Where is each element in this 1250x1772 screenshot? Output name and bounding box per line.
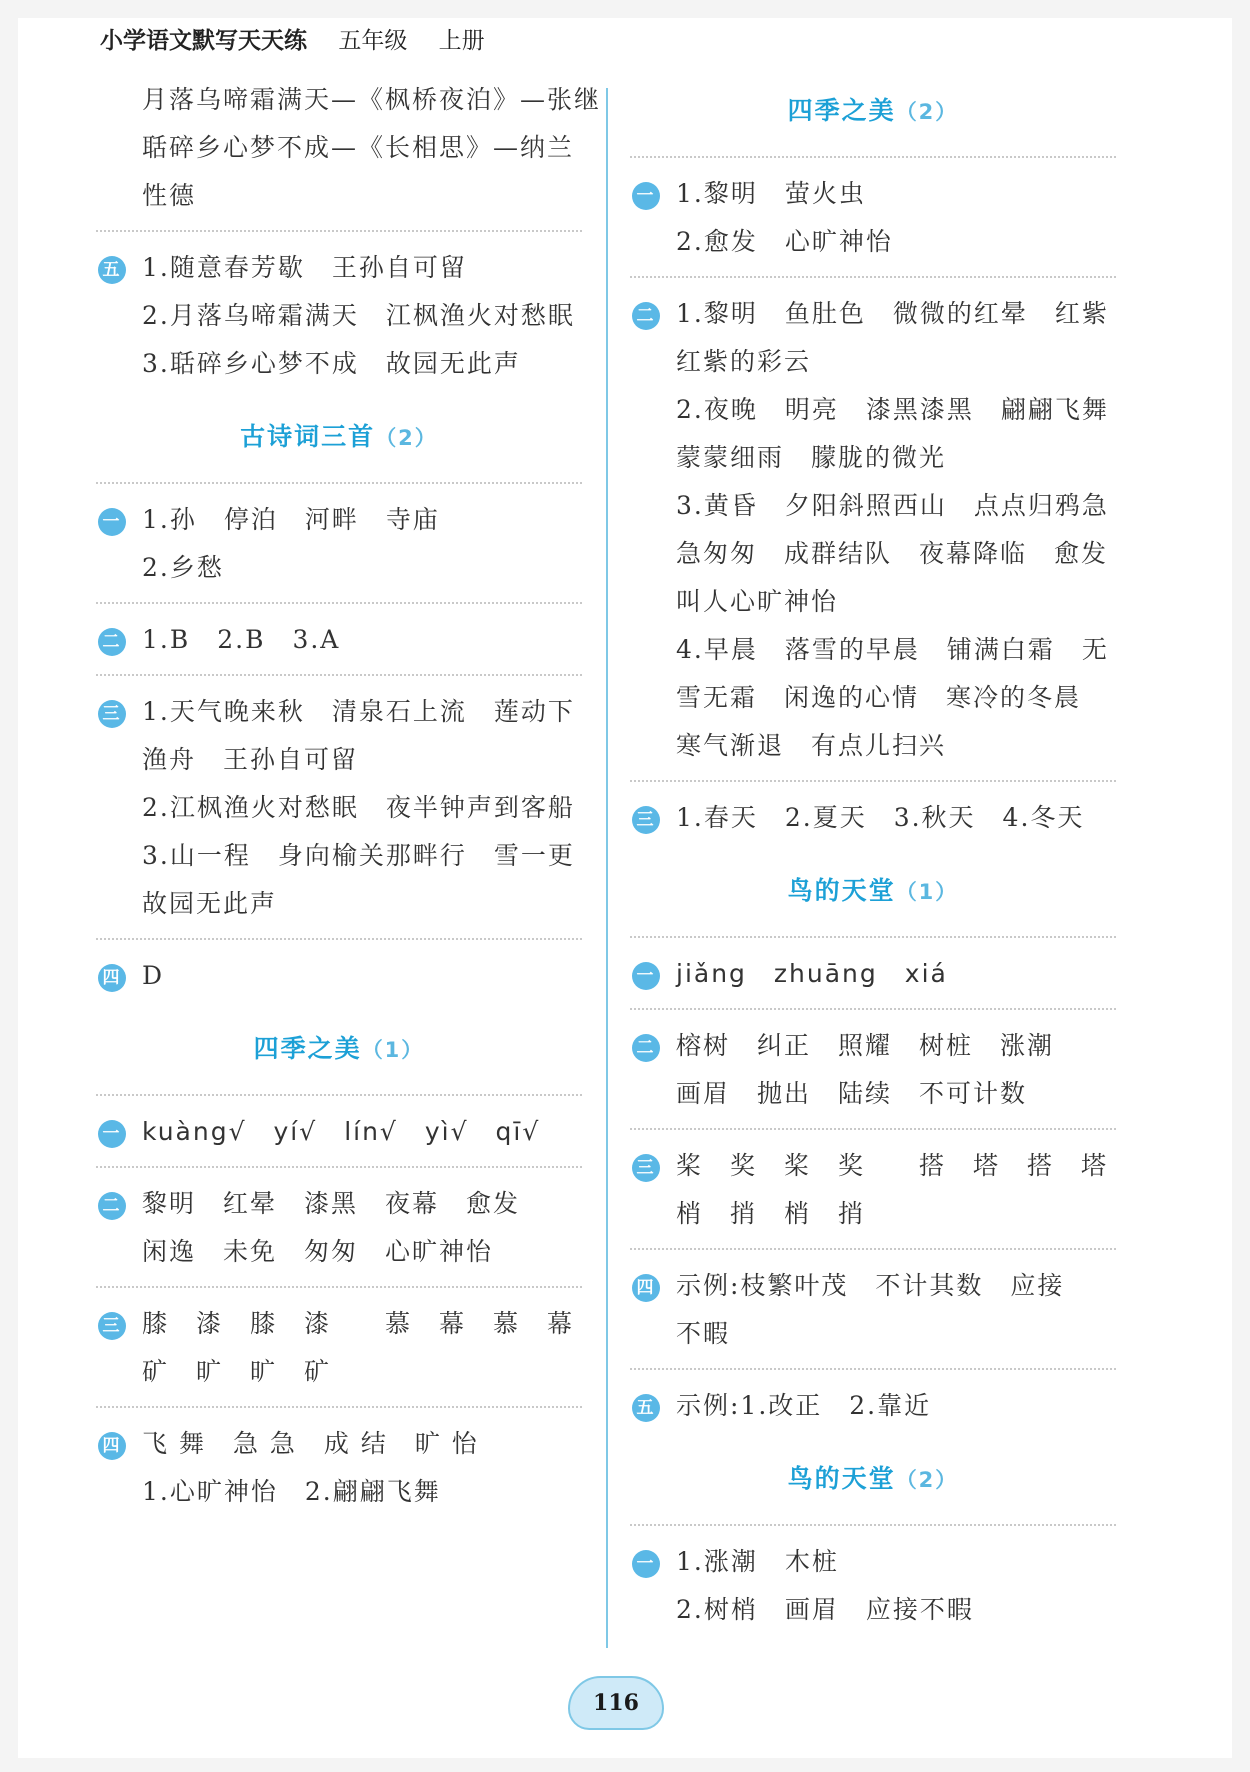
answer-line: 矿 旷 旷 矿: [142, 1357, 332, 1386]
left-column: [96, 76, 602, 1516]
answer-line: kuàng√ yí√ lín√ yì√ qī√: [142, 1117, 541, 1146]
answer-line: 1.心旷神怡 2.翩翩飞舞: [142, 1477, 441, 1506]
question-marker-icon: 二: [98, 628, 126, 656]
question-marker-icon: 三: [632, 1154, 660, 1182]
answer-line: 3.聒碎乡心梦不成 故园无此声: [142, 349, 521, 378]
answer-line: 聒碎乡心梦不成—《长相思》—纳兰: [142, 133, 575, 162]
answer-line: 1.天气晚来秋 清泉石上流 莲动下: [142, 697, 575, 726]
question-marker-icon: 三: [632, 806, 660, 834]
section-title: 四季之美（2）: [787, 96, 959, 125]
question-marker-icon: 一: [98, 1120, 126, 1148]
section-title: 鸟的天堂（2）: [787, 1464, 959, 1493]
dotted-separator: [630, 156, 1116, 158]
volume-label: 上册: [438, 28, 485, 54]
page-header: [100, 22, 485, 55]
answer-line: 示例:1.改正 2.靠近: [676, 1391, 932, 1420]
answer-line: 2.月落乌啼霜满天 江枫渔火对愁眠: [142, 301, 575, 330]
question-marker-icon: 二: [98, 1192, 126, 1220]
answer-line: 3.黄昏 夕阳斜照西山 点点归鸦急: [676, 491, 1109, 520]
answer-line: 3.山一程 身向榆关那畔行 雪一更: [142, 841, 575, 870]
book-title: 小学语文默写天天练: [100, 28, 307, 54]
question-marker-icon: 三: [98, 1312, 126, 1340]
column-divider: [606, 88, 608, 1648]
answer-line: 闲逸 未免 匆匆 心旷神怡: [142, 1237, 494, 1266]
dotted-separator: [630, 1368, 1116, 1370]
dotted-separator: [96, 1406, 582, 1408]
dotted-separator: [630, 1128, 1116, 1130]
right-column: [630, 76, 1116, 1634]
answer-line: 飞 舞 急 急 成 结 旷 怡: [142, 1429, 479, 1458]
answer-line: 1.涨潮 木桩: [676, 1547, 839, 1576]
answer-line: 2.乡愁: [142, 553, 224, 582]
answer-line: 4.早晨 落雪的早晨 铺满白霜 无: [676, 635, 1109, 664]
question-marker-icon: 四: [98, 1432, 126, 1460]
question-marker-icon: 二: [632, 1034, 660, 1062]
question-marker-icon: 五: [632, 1394, 660, 1422]
answer-line: 故园无此声: [142, 889, 278, 918]
answer-line: 榕树 纠正 照耀 树桩 涨潮: [676, 1031, 1055, 1060]
dotted-separator: [96, 674, 582, 676]
answer-line: 1.黎明 鱼肚色 微微的红晕 红紫: [676, 299, 1109, 328]
answer-line: 蒙蒙细雨 朦胧的微光: [676, 443, 947, 472]
page-number-badge: 116: [568, 1676, 664, 1730]
section-title: 鸟的天堂（1）: [787, 876, 959, 905]
answer-line: 急匆匆 成群结队 夜幕降临 愈发: [676, 539, 1109, 568]
question-marker-icon: 一: [632, 962, 660, 990]
question-marker-icon: 四: [98, 964, 126, 992]
answer-line: 1.B 2.B 3.A: [142, 625, 341, 654]
answer-line: 示例:枝繁叶茂 不计其数 应接: [676, 1271, 1065, 1300]
answer-line: 红紫的彩云: [676, 347, 812, 376]
answer-line: 1.春天 2.夏天 3.秋天 4.冬天: [676, 803, 1085, 832]
answer-line: 1.孙 停泊 河畔 寺庙: [142, 505, 440, 534]
dotted-separator: [630, 936, 1116, 938]
answer-line: 2.夜晚 明亮 漆黑漆黑 翩翩飞舞: [676, 395, 1109, 424]
question-marker-icon: 三: [98, 700, 126, 728]
grade-label: 五年级: [338, 28, 408, 54]
answer-line: 1.黎明 萤火虫: [676, 179, 866, 208]
dotted-separator: [96, 1094, 582, 1096]
dotted-separator: [96, 1286, 582, 1288]
dotted-separator: [96, 1166, 582, 1168]
answer-line: 黎明 红晕 漆黑 夜幕 愈发: [142, 1189, 521, 1218]
dotted-separator: [630, 276, 1116, 278]
answer-line: 2.愈发 心旷神怡: [676, 227, 893, 256]
answer-line: 2.树梢 画眉 应接不暇: [676, 1595, 974, 1624]
answer-line: 叫人心旷神怡: [676, 587, 839, 616]
answer-line: 1.随意春芳歇 王孙自可留: [142, 253, 467, 282]
answer-line: 膝 漆 膝 漆 慕 幕 慕 幕: [142, 1309, 575, 1338]
answer-line: 画眉 抛出 陆续 不可计数: [676, 1079, 1028, 1108]
dotted-separator: [96, 230, 582, 232]
dotted-separator: [96, 602, 582, 604]
answer-line: 不暇: [676, 1319, 731, 1348]
question-marker-icon: 二: [632, 302, 660, 330]
dotted-separator: [630, 1248, 1116, 1250]
question-marker-icon: 一: [632, 1550, 660, 1578]
answer-line: 桨 奖 桨 奖 搭 塔 搭 塔: [676, 1151, 1109, 1180]
section-title: 四季之美（1）: [253, 1034, 425, 1063]
question-marker-icon: 四: [632, 1274, 660, 1302]
answer-line: 性德: [142, 181, 197, 210]
dotted-separator: [96, 482, 582, 484]
answer-line: 月落乌啼霜满天—《枫桥夜泊》—张继: [142, 85, 602, 114]
answer-line: 寒气渐退 有点儿扫兴: [676, 731, 947, 760]
answer-line: jiǎng zhuāng xiá: [676, 959, 948, 988]
answer-line: 雪无霜 闲逸的心情 寒冷的冬晨: [676, 683, 1082, 712]
answer-line: 渔舟 王孙自可留: [142, 745, 359, 774]
dotted-separator: [96, 938, 582, 940]
question-marker-icon: 一: [98, 508, 126, 536]
dotted-separator: [630, 1008, 1116, 1010]
question-marker-icon: 一: [632, 182, 660, 210]
answer-line: D: [142, 961, 165, 990]
dotted-separator: [630, 1524, 1116, 1526]
section-title: 古诗词三首（2）: [240, 422, 438, 451]
answer-line: 2.江枫渔火对愁眠 夜半钟声到客船: [142, 793, 575, 822]
question-marker-icon: 五: [98, 256, 126, 284]
answer-line: 梢 捎 梢 捎: [676, 1199, 866, 1228]
dotted-separator: [630, 780, 1116, 782]
